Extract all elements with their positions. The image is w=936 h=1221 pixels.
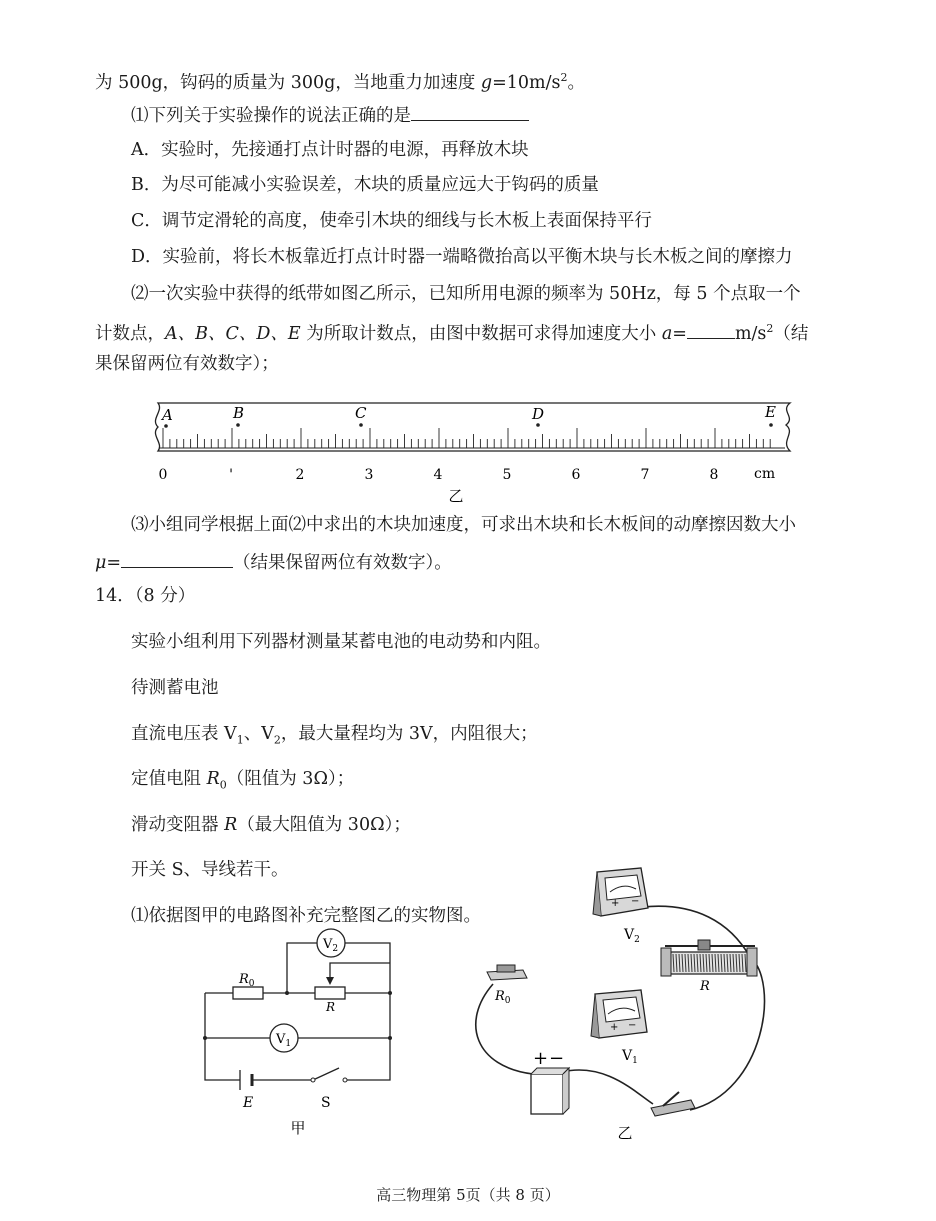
answer-blank-1[interactable] <box>411 102 529 121</box>
q14-header: 14．（8 分） <box>95 586 196 606</box>
wire-v2-left <box>287 943 317 993</box>
physical-caption: 乙 <box>617 1124 633 1142</box>
scale-label-6: 6 <box>571 467 581 483</box>
wire-bottom-right <box>345 960 390 1080</box>
r0-device <box>487 965 527 980</box>
physical-wiring-figure <box>465 862 785 1147</box>
svg-text:−: − <box>628 1020 637 1031</box>
q14-switch-line: 开关 S、导线若干。 <box>131 860 289 880</box>
q14-line-2: 待测蓄电池 <box>131 678 219 698</box>
battery-minus: − <box>549 1048 565 1069</box>
scale-label-8: 8 <box>709 467 719 483</box>
switch-blade <box>313 1068 339 1080</box>
switch-contact-right <box>343 1078 347 1082</box>
scale-label-7: 7 <box>640 467 650 483</box>
v2-meter-device <box>593 868 648 916</box>
junction-1 <box>285 991 289 995</box>
q13-sub2-line3: 果保留两位有效数字）； <box>95 354 279 374</box>
s-label: S <box>321 1095 331 1111</box>
v1-physical-label: $V_1$ <box>622 1048 638 1066</box>
scale-label-3: 3 <box>364 467 374 483</box>
q13-sub2-line2: 计数点，A、B、C、D、E 为所取计数点，由图中数据可求得加速度大小 $a= m/s^2$（结 <box>95 317 808 346</box>
q14-r0-line: 定值电阻 $R_0$（阻值为 3Ω）； <box>131 769 355 792</box>
q14-line-1: 实验小组利用下列器材测量某蓄电池的电动势和内阻。 <box>131 632 551 652</box>
v2-label: $V_2$ <box>323 937 339 954</box>
junction-2 <box>388 991 392 995</box>
answer-blank-mu[interactable] <box>121 549 233 568</box>
v1-label: $V_1$ <box>276 1032 292 1049</box>
junction-4 <box>388 1036 392 1040</box>
point-c-label: C <box>355 404 367 422</box>
answer-blank-acceleration[interactable] <box>687 320 735 339</box>
switch-contact-left <box>311 1078 315 1082</box>
paper-tape-figure <box>140 395 810 510</box>
battery-device <box>531 1068 569 1114</box>
wire-v2-right <box>345 943 390 960</box>
scale-label-4: 4 <box>433 467 443 483</box>
tape-outline <box>155 403 790 451</box>
junction-3 <box>203 1036 207 1040</box>
option-c: C．调节定滑轮的高度，使牵引木块的细线与长木板上表面保持平行 <box>131 211 652 231</box>
rheostat-slider <box>330 963 390 983</box>
wire-v2-to-rheostat <box>643 906 750 957</box>
q13-sub3-line1: ⑶小组同学根据上面⑵中求出的木块加速度，可求出木块和长木板间的动摩擦因数大小 <box>131 515 796 535</box>
r0-label: $R_0$ <box>239 972 255 989</box>
point-a-label: A <box>162 406 173 424</box>
r-label: R <box>326 1000 336 1014</box>
svg-text:+: + <box>611 898 620 909</box>
q13-sub2-line1: ⑵一次实验中获得的纸带如图乙所示，已知所用电源的频率为 50Hz，每 5 个点取一个 <box>131 284 801 304</box>
wire-battery-to-switch <box>562 1070 653 1104</box>
tape-caption: 乙 <box>448 487 464 505</box>
svg-text:+: + <box>610 1022 619 1033</box>
point-d-dot <box>536 423 540 427</box>
q14-voltmeter-line: 直流电压表 $V_1$、$V_2$，最大量程均为 3V，内阻很大； <box>131 724 538 747</box>
wire-left <box>205 993 240 1080</box>
scale-label-1: ' <box>229 467 233 483</box>
q13-sub3-line2: μ= （结果保留两位有效数字）。 <box>95 549 452 575</box>
q14-rheostat-line: 滑动变阻器 R（最大阻值为 30Ω）； <box>131 815 411 835</box>
v2-physical-label: $V_2$ <box>624 927 640 945</box>
q13-intro: 为 500g，钩码的质量为 300g，当地重力加速度 $g=10m/s^2$。 <box>95 71 586 93</box>
r0-physical-label: $R_0$ <box>495 989 511 1006</box>
option-d: D．实验前，将长木板靠近打点计时器一端略微抬高以平衡木块与长木板之间的摩擦力 <box>131 247 793 267</box>
q14-task1: ⑴依据图甲的电路图补充完整图乙的实物图。 <box>131 906 481 926</box>
page-footer: 高三物理第 5页（共 8 页） <box>376 1186 560 1204</box>
slider-arrow <box>326 977 334 985</box>
point-a-dot <box>164 424 168 428</box>
v1-meter-device <box>591 990 647 1038</box>
switch-device <box>651 1092 695 1116</box>
option-a: A．实验时，先接通打点计时器的电源，再释放木块 <box>131 140 529 160</box>
point-e-dot <box>769 423 773 427</box>
rheostat-device <box>661 940 757 976</box>
point-b-dot <box>236 423 240 427</box>
scale-label-0: 0 <box>158 467 168 483</box>
battery-plus: + <box>533 1048 549 1069</box>
e-label: E <box>243 1095 254 1111</box>
scale-label-5: 5 <box>502 467 512 483</box>
point-c-dot <box>359 423 363 427</box>
circuit-diagram <box>195 925 410 1140</box>
point-b-label: B <box>233 404 245 422</box>
option-b: B．为尽可能减小实验误差，木块的质量应远大于钩码的质量 <box>131 175 599 195</box>
q13-sub1-prompt: ⑴下列关于实验操作的说法正确的是 <box>131 102 529 128</box>
circuit-caption: 甲 <box>290 1119 306 1137</box>
r-physical-label: R <box>700 979 710 994</box>
point-e-label: E <box>765 403 776 421</box>
point-d-label: D <box>532 405 545 423</box>
scale-label-2: 2 <box>295 467 305 483</box>
scale-unit: cm <box>754 466 776 482</box>
rheostat-resistor <box>315 987 345 999</box>
ruler-ticks <box>163 428 770 448</box>
svg-text:−: − <box>631 896 640 907</box>
